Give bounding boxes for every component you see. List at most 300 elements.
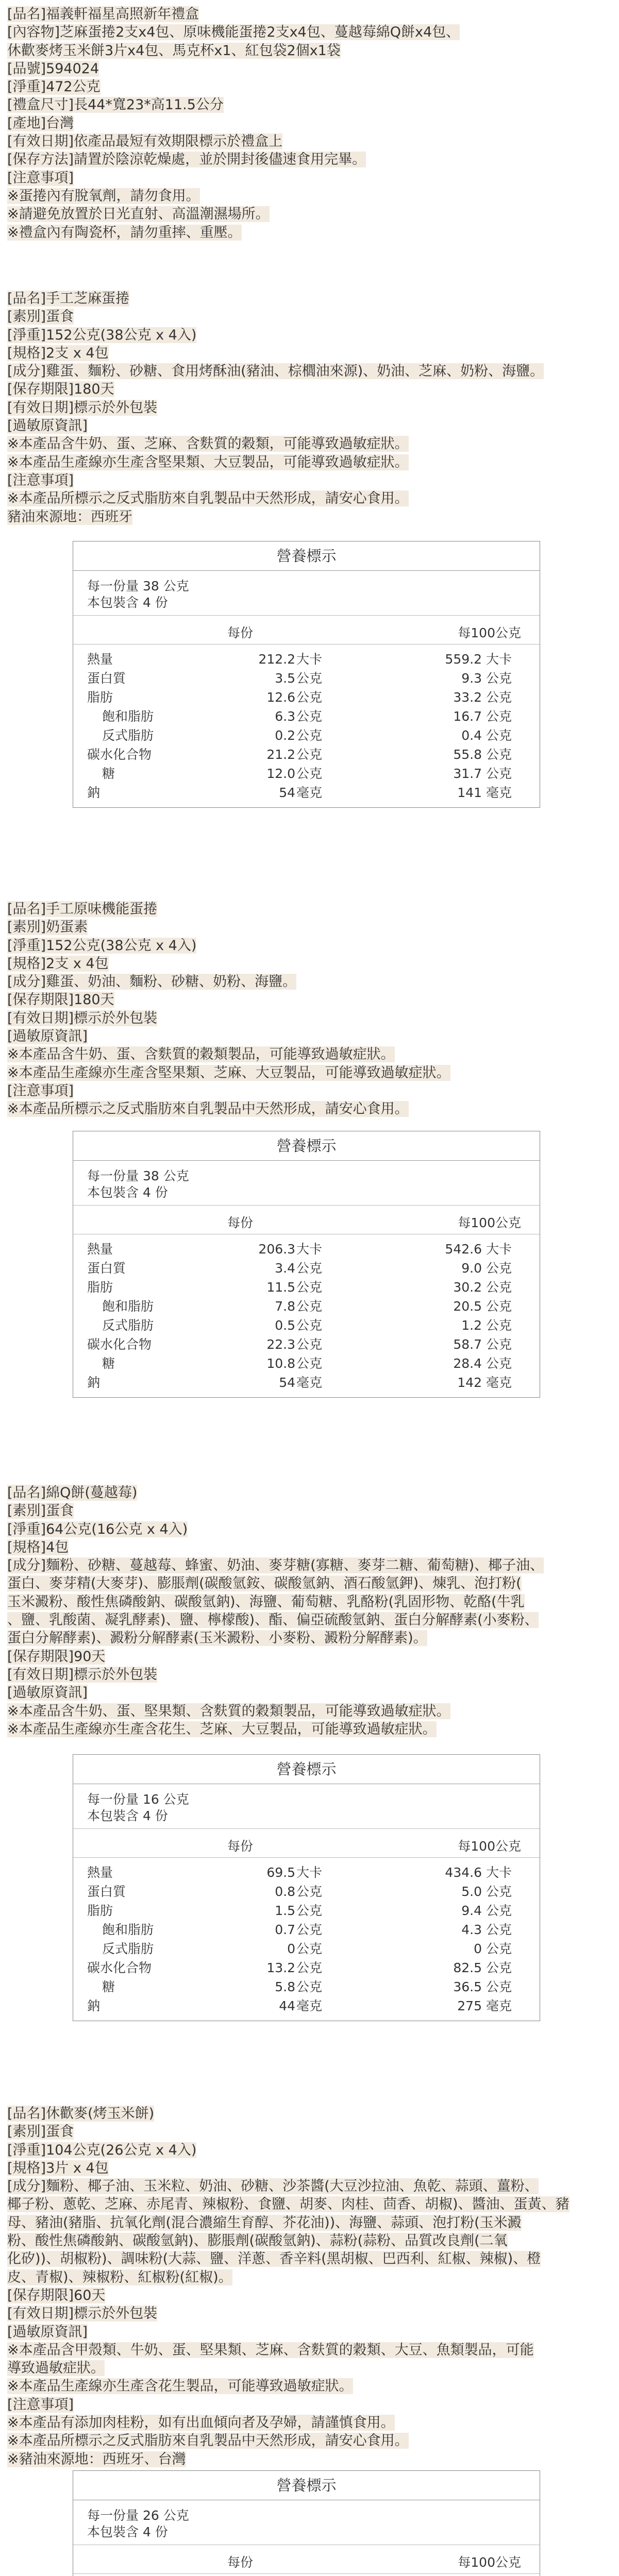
per-serving-unit: 公克 xyxy=(296,690,323,705)
info-line-text: [品號]594024 xyxy=(7,60,99,77)
serving-info xyxy=(73,571,540,616)
nutrition-row xyxy=(73,1297,540,1316)
info-line xyxy=(0,973,619,991)
info-line-text: ※本產品生產線亦生產含堅果類、芝麻、大豆製品，可能導致過敏症狀。 xyxy=(7,1064,450,1081)
per-100g-unit: 公克 xyxy=(486,1941,512,1956)
per-serving-unit: 公克 xyxy=(296,1299,323,1314)
info-line xyxy=(0,2159,619,2177)
info-line xyxy=(0,1027,619,1045)
nutrition-table xyxy=(73,2470,540,2576)
info-line-text: [淨重]64公克(16公克 x 4入) xyxy=(7,1521,188,1537)
per-serving-value: 1.5 xyxy=(275,1903,295,1918)
per-serving-value: 7.8 xyxy=(275,1299,295,1314)
per-serving-value: 44 xyxy=(279,1998,295,2013)
info-line xyxy=(0,489,619,507)
info-line xyxy=(0,2250,619,2268)
per-100g-header: 每100公克 xyxy=(458,2555,521,2570)
info-line xyxy=(0,42,619,60)
info-line xyxy=(0,2432,619,2450)
serving-info xyxy=(73,1161,540,1206)
serving-info xyxy=(73,1784,540,1829)
per-serving-unit: 毫克 xyxy=(296,1375,323,1390)
nutrient-label: 鈉 xyxy=(87,785,101,800)
info-line-text: 玉米澱粉、酸性焦磷酸鈉、碳酸氫鈉)、海鹽、葡萄糖、乳酪粉(乳固形物、乾酪(牛乳 xyxy=(7,1594,525,1610)
info-line-text: ※請避免放置於日光直射、高溫潮濕場所。 xyxy=(7,206,270,223)
info-line xyxy=(0,205,619,223)
per-100g-unit: 公克 xyxy=(486,1922,512,1937)
info-line-text: [素別]奶蛋素 xyxy=(7,919,88,936)
nutrient-label: 碳水化合物 xyxy=(87,1337,152,1352)
per-100g-unit: 公克 xyxy=(486,1261,512,1276)
nutrition-column-header xyxy=(73,2545,540,2574)
per-serving-unit: 公克 xyxy=(296,1903,323,1918)
per-100g-unit: 公克 xyxy=(486,1979,512,1994)
info-line xyxy=(0,2232,619,2250)
info-line-text: ※本產品含牛奶、蛋、堅果類、含麩質的穀類製品，可能導致過敏症狀。 xyxy=(7,1703,450,1719)
per-serving-header: 每份 xyxy=(227,625,253,640)
per-serving-value: 5.8 xyxy=(275,1979,295,1994)
info-line-text: [過敏原資訊] xyxy=(7,1685,88,1701)
nutrient-label: 碳水化合物 xyxy=(87,1960,152,1975)
info-line-text: ※本產品所標示之反式脂肪來自乳製品中天然形成，請安心食用。 xyxy=(7,1101,409,1117)
info-line-text: [有效日期]標示於外包裝 xyxy=(7,1666,158,1683)
per-serving-header: 每份 xyxy=(227,1215,253,1230)
info-line xyxy=(0,1593,619,1611)
nutrient-label: 脂肪 xyxy=(87,1280,113,1295)
nutrient-label: 飽和脂肪 xyxy=(102,1299,154,1314)
per-serving-value: 212.2 xyxy=(258,652,295,667)
nutrient-label: 蛋白質 xyxy=(87,671,126,686)
info-line xyxy=(0,224,619,242)
product-info-block xyxy=(0,5,619,242)
per-100g-unit: 公克 xyxy=(486,1280,512,1295)
info-line xyxy=(0,2268,619,2286)
nutrition-row xyxy=(73,707,540,726)
per-serving-unit: 公克 xyxy=(296,1261,323,1276)
info-line xyxy=(0,2377,619,2395)
nutrient-label: 脂肪 xyxy=(87,1903,113,1918)
nutrition-row xyxy=(73,1316,540,1335)
info-line xyxy=(0,290,619,308)
info-line-text: [規格]2支 x 4包 xyxy=(7,955,109,972)
info-line xyxy=(0,1520,619,1538)
info-line-text: ※本產品所標示之反式脂肪來自乳製品中天然形成，請安心食用。 xyxy=(7,2433,409,2449)
per-100g-unit: 公克 xyxy=(486,1299,512,1314)
info-line xyxy=(0,1666,619,1684)
info-line-text: [保存期限]180天 xyxy=(7,381,114,398)
info-line-text: [內容物]芝麻蛋捲2支x4包、原味機能蛋捲2支x4包、蔓越莓綿Q餅x4包、 xyxy=(7,24,460,41)
info-line xyxy=(0,1538,619,1556)
per-100g-unit: 公克 xyxy=(486,671,512,686)
nutrition-row xyxy=(73,1901,540,1920)
info-line-text: ※本產品生產線亦生產含堅果類、大豆製品，可能導致過敏症狀。 xyxy=(7,454,409,470)
nutrient-label: 反式脂肪 xyxy=(102,1941,154,1956)
per-serving-header: 每份 xyxy=(227,2555,253,2570)
nutrition-title: 營養標示 xyxy=(73,1131,540,1161)
info-line-text: [品名]手工原味機能蛋捲 xyxy=(7,901,158,917)
info-line-text: [禮盒尺寸]長44*寬23*高11.5公分 xyxy=(7,97,224,113)
per-100g-value: 275 xyxy=(457,1998,482,2013)
info-line xyxy=(0,2323,619,2341)
per-serving-header: 每份 xyxy=(227,1839,253,1854)
info-line xyxy=(0,187,619,205)
info-line xyxy=(0,1009,619,1027)
nutrition-rows xyxy=(73,2574,540,2576)
nutrient-label: 碳水化合物 xyxy=(87,747,152,762)
info-line xyxy=(0,2414,619,2432)
info-line-text: [有效日期]標示於外包裝 xyxy=(7,2306,158,2322)
info-line-text: [品名]福義軒福星高照新年禮盒 xyxy=(7,6,199,22)
nutrition-table xyxy=(73,541,540,808)
info-line xyxy=(0,417,619,435)
info-line-text: [保存期限]180天 xyxy=(7,992,114,1008)
per-100g-unit: 大卡 xyxy=(486,1865,512,1880)
info-line xyxy=(0,471,619,489)
per-100g-value: 55.8 xyxy=(453,747,482,762)
info-line xyxy=(0,1611,619,1629)
info-line-text: 導致過敏症狀。 xyxy=(7,2360,105,2377)
per-100g-unit: 公克 xyxy=(486,1903,512,1918)
product-info-block xyxy=(0,2105,619,2468)
per-serving-unit: 公克 xyxy=(296,1922,323,1937)
per-100g-unit: 大卡 xyxy=(486,1242,512,1257)
info-line xyxy=(0,1100,619,1118)
serving-info xyxy=(73,2500,540,2545)
info-line-text: [有效日期]依產品最短有效期限標示於禮盒上 xyxy=(7,133,283,150)
per-serving-unit: 公克 xyxy=(296,1280,323,1295)
nutrition-rows xyxy=(73,1858,540,2021)
per-serving-unit: 公克 xyxy=(296,709,323,724)
info-line xyxy=(0,1684,619,1702)
info-line-text: 蛋白分解酵素)、澱粉分解酵素(玉米澱粉、小麥粉、澱粉分解酵素)。 xyxy=(7,1630,427,1647)
info-line-text: 、鹽、乳酸菌、凝乳酵素)、鹽、檸檬酸)、酯、偏亞硫酸氫鈉、蛋白分解酵素(小麥粉、 xyxy=(7,1612,539,1629)
info-line xyxy=(0,2195,619,2213)
serving-size: 每一份量 26 公克 xyxy=(87,2508,189,2523)
nutrition-rows xyxy=(73,645,540,807)
nutrient-label: 熱量 xyxy=(87,1242,113,1257)
info-line xyxy=(0,326,619,344)
nutrition-row xyxy=(73,1958,540,1977)
nutrition-row xyxy=(73,1335,540,1354)
per-serving-value: 0 xyxy=(287,1941,295,1956)
info-line xyxy=(0,1556,619,1574)
info-line xyxy=(0,2304,619,2323)
nutrition-row xyxy=(73,669,540,688)
info-line xyxy=(0,918,619,936)
info-line xyxy=(0,344,619,362)
info-line-text: [規格]3片 x 4包 xyxy=(7,2160,109,2176)
per-serving-unit: 公克 xyxy=(296,1979,323,1994)
info-line-text: ※本產品生產線亦生產含花生、芝麻、大豆製品，可能導致過敏症狀。 xyxy=(7,1721,437,1737)
nutrient-label: 熱量 xyxy=(87,652,113,667)
info-line-text: [注意事項] xyxy=(7,2396,74,2413)
nutrient-label: 反式脂肪 xyxy=(102,728,154,743)
product-info-block xyxy=(0,1484,619,1738)
info-line-text: [過敏原資訊] xyxy=(7,2324,88,2340)
per-serving-value: 22.3 xyxy=(266,1337,295,1352)
nutrition-row xyxy=(73,1373,540,1392)
info-line-text: [注意事項] xyxy=(7,472,74,488)
info-line-text: ※本產品生產線亦生產含花生製品，可能導致過敏症狀。 xyxy=(7,2378,353,2395)
nutrition-row xyxy=(73,783,540,802)
info-line-text: [素別]蛋食 xyxy=(7,2124,74,2140)
nutrition-title: 營養標示 xyxy=(73,2471,540,2500)
info-line-text: [素別]蛋食 xyxy=(7,309,74,325)
nutrition-row xyxy=(73,726,540,745)
info-line xyxy=(0,150,619,168)
per-serving-unit: 大卡 xyxy=(296,1865,323,1880)
nutrition-title: 營養標示 xyxy=(73,541,540,571)
info-line xyxy=(0,1648,619,1666)
per-serving-value: 12.0 xyxy=(266,766,295,781)
per-serving-unit: 公克 xyxy=(296,1337,323,1352)
per-serving-unit: 大卡 xyxy=(296,1242,323,1257)
nutrient-label: 糖 xyxy=(102,1979,115,1994)
info-line-text: [品名]綿Q餅(蔓越莓) xyxy=(7,1485,138,1501)
info-line xyxy=(0,2396,619,2414)
per-serving-value: 54 xyxy=(279,785,295,800)
nutrition-row xyxy=(73,1240,540,1259)
nutrient-label: 熱量 xyxy=(87,1865,113,1880)
per-100g-value: 4.3 xyxy=(461,1922,482,1937)
nutrition-row xyxy=(73,1996,540,2015)
servings-per-pack: 本包裝含 4 份 xyxy=(87,595,168,610)
info-line-text: [淨重]472公克 xyxy=(7,79,101,95)
info-line xyxy=(0,1629,619,1647)
serving-size: 每一份量 16 公克 xyxy=(87,1792,189,1807)
per-100g-unit: 公克 xyxy=(486,1318,512,1333)
info-line-text: [保存方法]請置於陰涼乾燥處，並於開封後儘速食用完畢。 xyxy=(7,151,366,168)
per-serving-value: 0.5 xyxy=(275,1318,295,1333)
info-line-text: [產地]台灣 xyxy=(7,115,74,131)
info-line-text: 休歡麥烤玉米餅3片x4包、馬克杯x1、紅包袋2個x1袋 xyxy=(7,42,341,59)
per-serving-value: 3.5 xyxy=(275,671,295,686)
info-line xyxy=(0,1045,619,1063)
nutrition-row xyxy=(73,1354,540,1373)
nutrition-column-header xyxy=(73,1206,540,1234)
nutrient-label: 飽和脂肪 xyxy=(102,1922,154,1937)
product-info-block xyxy=(0,290,619,526)
info-line xyxy=(0,435,619,453)
nutrient-label: 反式脂肪 xyxy=(102,1318,154,1333)
info-line xyxy=(0,508,619,526)
nutrition-row xyxy=(73,764,540,783)
per-serving-value: 3.4 xyxy=(275,1261,295,1276)
info-line-text: [成分]雞蛋、麵粉、砂糖、食用烤酥油(豬油、棕櫚油來源)、奶油、芝麻、奶粉、海鹽。 xyxy=(7,363,544,380)
per-serving-value: 69.5 xyxy=(266,1865,295,1880)
info-line xyxy=(0,991,619,1009)
info-line xyxy=(0,5,619,23)
info-line-text: ※本產品含牛奶、蛋、含麩質的穀類製品，可能導致過敏症狀。 xyxy=(7,1046,395,1063)
info-line-text: [品名]休歡麥(烤玉米餅) xyxy=(7,2106,155,2122)
per-serving-unit: 公克 xyxy=(296,728,323,743)
info-line xyxy=(0,900,619,918)
per-100g-value: 1.2 xyxy=(461,1318,482,1333)
info-line xyxy=(0,132,619,150)
per-serving-value: 0.8 xyxy=(275,1884,295,1899)
per-serving-unit: 公克 xyxy=(296,747,323,762)
info-line xyxy=(0,2359,619,2377)
info-line-text: [成分]麵粉、砂糖、蔓越莓、蜂蜜、奶油、麥芽糖(寡糖、麥芽二糖、葡萄糖)、椰子油、 xyxy=(7,1557,544,1574)
per-100g-value: 16.7 xyxy=(453,709,482,724)
nutrition-title: 營養標示 xyxy=(73,1755,540,1784)
per-100g-value: 82.5 xyxy=(453,1960,482,1975)
per-100g-unit: 公克 xyxy=(486,747,512,762)
nutrient-label: 蛋白質 xyxy=(87,1884,126,1899)
info-line-text: [有效日期]標示於外包裝 xyxy=(7,399,158,416)
info-line xyxy=(0,96,619,114)
info-line xyxy=(0,453,619,471)
nutrition-row xyxy=(73,1278,540,1297)
nutrition-row xyxy=(73,1882,540,1901)
nutrient-label: 飽和脂肪 xyxy=(102,709,154,724)
info-line xyxy=(0,1720,619,1738)
per-100g-value: 0 xyxy=(474,1941,482,1956)
info-line xyxy=(0,169,619,187)
info-line xyxy=(0,308,619,326)
nutrition-row xyxy=(73,650,540,669)
info-line xyxy=(0,2286,619,2304)
info-line-text: [保存期限]90天 xyxy=(7,1648,106,1665)
per-100g-header: 每100公克 xyxy=(458,625,521,640)
info-line xyxy=(0,1484,619,1502)
info-line-text: [有效日期]標示於外包裝 xyxy=(7,1010,158,1026)
nutrition-row xyxy=(73,745,540,764)
per-100g-value: 559.2 xyxy=(445,652,482,667)
nutrition-column-header xyxy=(73,616,540,645)
info-line xyxy=(0,1502,619,1520)
info-line xyxy=(0,2450,619,2468)
nutrient-label: 蛋白質 xyxy=(87,1261,126,1276)
info-line-text: ※本產品含牛奶、蛋、芝麻、含麩質的穀類，可能導致過敏症狀。 xyxy=(7,436,409,452)
info-line-text: [保存期限]60天 xyxy=(7,2287,106,2303)
info-line xyxy=(0,399,619,417)
per-100g-value: 30.2 xyxy=(453,1280,482,1295)
nutrition-table xyxy=(73,1131,540,1398)
info-line-text: [淨重]104公克(26公克 x 4入) xyxy=(7,2142,197,2158)
per-serving-unit: 公克 xyxy=(296,1318,323,1333)
per-100g-header: 每100公克 xyxy=(458,1215,521,1230)
info-line xyxy=(0,78,619,96)
nutrition-row xyxy=(73,1920,540,1939)
info-line xyxy=(0,1574,619,1592)
per-100g-unit: 公克 xyxy=(486,690,512,705)
per-100g-value: 9.4 xyxy=(461,1903,482,1918)
nutrition-table xyxy=(73,1754,540,2021)
info-line xyxy=(0,2141,619,2159)
nutrition-row xyxy=(73,1939,540,1958)
info-line-text: [規格]4包 xyxy=(7,1539,69,1555)
info-line-text: ※蛋捲內有脫氧劑，請勿食用。 xyxy=(7,188,200,204)
info-line-text: [淨重]152公克(38公克 x 4入) xyxy=(7,327,197,343)
info-line xyxy=(0,937,619,955)
info-line xyxy=(0,2123,619,2141)
nutrient-label: 糖 xyxy=(102,1356,115,1371)
info-line-text: [品名]手工芝麻蛋捲 xyxy=(7,291,130,307)
info-line-text: 化矽))、胡椒粉)、調味粉(大蒜、鹽、洋蔥、香辛料(黑胡椒、巴西利、紅椒、辣椒)、橙 xyxy=(7,2251,541,2267)
per-100g-value: 5.0 xyxy=(461,1884,482,1899)
info-line xyxy=(0,2177,619,2195)
per-100g-value: 542.6 xyxy=(445,1242,482,1257)
serving-size: 每一份量 38 公克 xyxy=(87,579,189,594)
per-100g-unit: 公克 xyxy=(486,728,512,743)
info-line-text: ※本產品含甲殼類、牛奶、蛋、堅果類、芝麻、含麩質的穀類、大豆、魚類製品，可能 xyxy=(7,2342,534,2358)
nutrition-column-header xyxy=(73,1829,540,1858)
nutrition-row xyxy=(73,1977,540,1996)
per-serving-value: 10.8 xyxy=(266,1356,295,1371)
info-line xyxy=(0,2341,619,2359)
info-line xyxy=(0,1064,619,1082)
per-100g-value: 20.5 xyxy=(453,1299,482,1314)
product-info-block xyxy=(0,900,619,1118)
per-serving-value: 21.2 xyxy=(266,747,295,762)
per-100g-value: 31.7 xyxy=(453,766,482,781)
servings-per-pack: 本包裝含 4 份 xyxy=(87,2524,168,2539)
info-line xyxy=(0,23,619,41)
per-serving-unit: 公克 xyxy=(296,1884,323,1899)
info-line-text: [素別]蛋食 xyxy=(7,1503,74,1519)
info-line-text: 蛋白、麥芽精(大麥芽)、膨脹劑(碳酸氫銨、碳酸氫鈉、酒石酸氫鉀)、煉乳、泡打粉( xyxy=(7,1575,522,1592)
nutrition-row xyxy=(73,688,540,707)
info-line-text: [規格]2支 x 4包 xyxy=(7,345,109,361)
nutrition-row xyxy=(73,1863,540,1882)
info-line-text: 粉、酸性焦磷酸鈉、碳酸氫鈉)、膨脹劑(碳酸氫鈉)、蒜粉(蒜粉、品質改良劑(二氧 xyxy=(7,2233,508,2249)
info-line-text: [注意事項] xyxy=(7,1082,74,1099)
info-line xyxy=(0,362,619,380)
info-line xyxy=(0,1702,619,1720)
nutrition-rows xyxy=(73,1234,540,1397)
serving-size: 每一份量 38 公克 xyxy=(87,1168,189,1183)
per-100g-unit: 毫克 xyxy=(486,1375,512,1390)
info-line xyxy=(0,380,619,398)
per-100g-value: 0.4 xyxy=(461,728,482,743)
info-line xyxy=(0,60,619,78)
info-line-text: [注意事項] xyxy=(7,170,74,186)
per-100g-value: 28.4 xyxy=(453,1356,482,1371)
per-serving-unit: 毫克 xyxy=(296,1998,323,2013)
per-serving-value: 206.3 xyxy=(258,1242,295,1257)
per-serving-value: 11.5 xyxy=(266,1280,295,1295)
per-100g-unit: 毫克 xyxy=(486,785,512,800)
info-line-text: 母、豬油(豬脂、抗氧化劑(混合濃縮生育醇、芥花油))、海鹽、蒜頭、泡打粉(玉米澱 xyxy=(7,2214,522,2231)
per-serving-value: 12.6 xyxy=(266,690,295,705)
servings-per-pack: 本包裝含 4 份 xyxy=(87,1185,168,1200)
per-100g-unit: 公克 xyxy=(486,1356,512,1371)
nutrient-label: 鈉 xyxy=(87,1375,101,1390)
per-100g-header: 每100公克 xyxy=(458,1839,521,1854)
per-100g-unit: 公克 xyxy=(486,1960,512,1975)
info-line-text: [成分]麵粉、椰子油、玉米粒、奶油、砂糖、沙茶醬(大豆沙拉油、魚乾、蒜頭、薑粉、 xyxy=(7,2178,539,2195)
info-line-text: ※豬油來源地：西班牙、台灣 xyxy=(7,2451,186,2467)
per-100g-unit: 公克 xyxy=(486,766,512,781)
nutrient-label: 糖 xyxy=(102,766,115,781)
per-serving-unit: 公克 xyxy=(296,1960,323,1975)
per-serving-value: 0.7 xyxy=(275,1922,295,1937)
info-line-text: ※本產品有添加肉桂粉，如有出血傾向者及孕婦，請謹慎食用。 xyxy=(7,2415,395,2431)
info-line-text: [成分]雞蛋、奶油、麵粉、砂糖、奶粉、海鹽。 xyxy=(7,974,297,990)
per-100g-unit: 大卡 xyxy=(486,652,512,667)
info-line-text: 皮、青椒)、辣椒粉、紅椒粉(紅椒)。 xyxy=(7,2269,232,2285)
per-serving-unit: 毫克 xyxy=(296,785,323,800)
per-serving-unit: 公克 xyxy=(296,671,323,686)
per-100g-value: 9.0 xyxy=(461,1261,482,1276)
servings-per-pack: 本包裝含 4 份 xyxy=(87,1808,168,1823)
info-line-text: [過敏原資訊] xyxy=(7,418,88,434)
per-100g-unit: 公克 xyxy=(486,709,512,724)
info-line xyxy=(0,955,619,973)
info-line-text: ※禮盒內有陶瓷杯，請勿重摔、重壓。 xyxy=(7,224,242,241)
per-serving-value: 6.3 xyxy=(275,709,295,724)
